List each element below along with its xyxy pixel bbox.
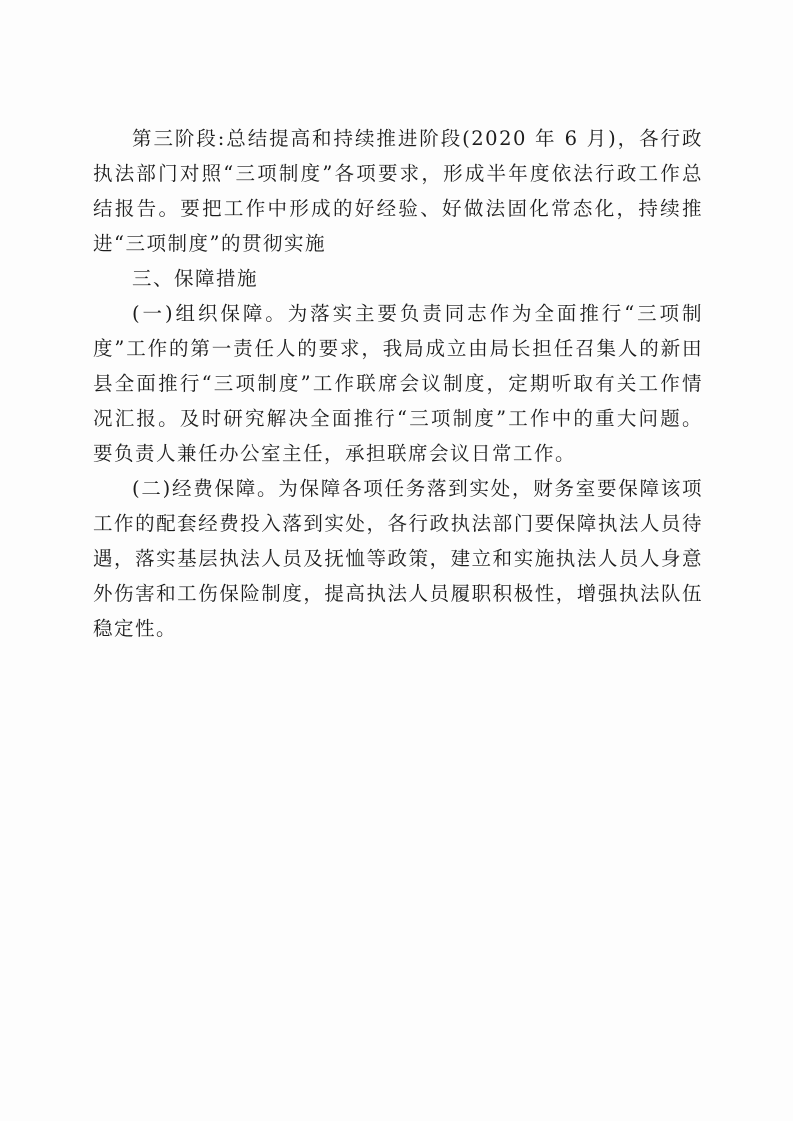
paragraph-funding-guarantee: (二)经费保障。为保障各项任务落到实处，财务室要保障该项工作的配套经费投入落到实处，各行政执法部门要保障执法人员待遇，落实基层执法人员及抚恤等政策，建立和实施执法人员人身意外伤害和工伤保险制度，提高执法人员履职积极性，增强执法队伍稳定性。 bbox=[93, 477, 703, 640]
paragraph-phase-three: 第三阶段:总结提高和持续推进阶段(2020 年 6 月)，各行政执法部门对照“三项制度”各项要求，形成半年度依法行政工作总结报告。要把工作中形成的好经验、好做法固化常态化，持续推进“三项制度”的贯彻实施 bbox=[93, 127, 703, 255]
document-body bbox=[93, 121, 703, 646]
section-heading-safeguards: 三、保障措施 bbox=[132, 267, 259, 290]
paragraph-organization-guarantee: (一)组织保障。为落实主要负责同志作为全面推行“三项制度”工作的第一责任人的要求，我局成立由局长担任召集人的新田县全面推行“三项制度”工作联席会议制度，定期听取有关工作情况汇报。及时研究解决全面推行“三项制度”工作中的重大问题。要负责人兼任办公室主任，承担联席会议日常工作。 bbox=[93, 302, 703, 465]
